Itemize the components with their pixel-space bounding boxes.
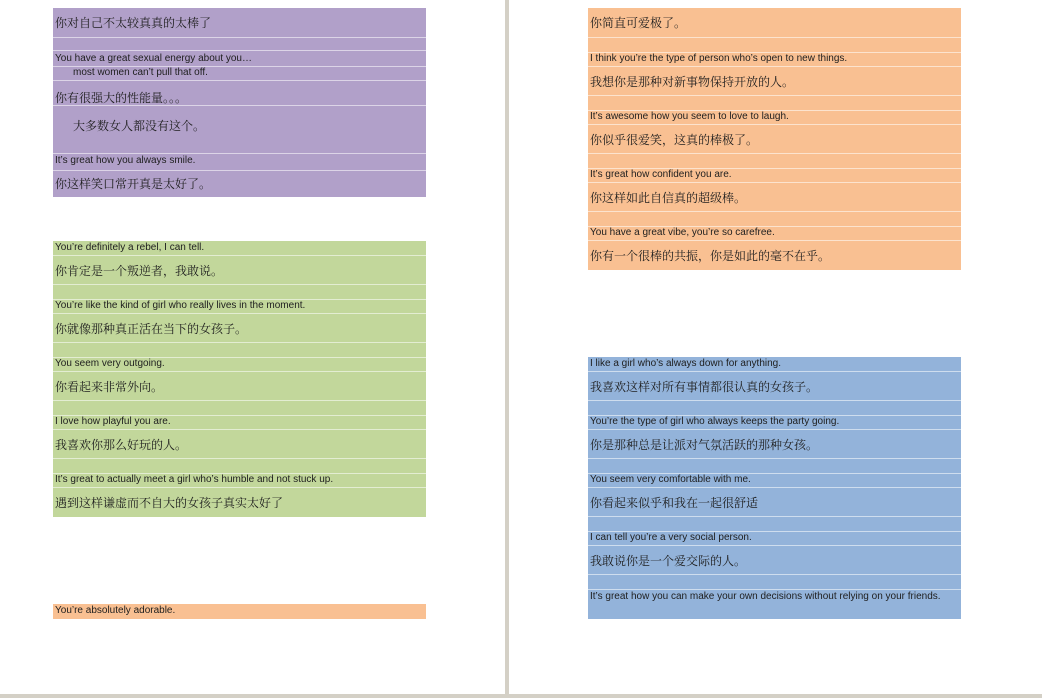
orange-highlight-block [588, 8, 961, 270]
phrase-zh: 你似乎很爱笑，这真的棒极了。 [590, 133, 759, 147]
phrase-en: It’s awesome how you seem to love to laugh. [590, 111, 789, 122]
phrase-zh: 你简直可爱极了。 [590, 16, 687, 30]
phrase-en: You’re the type of girl who always keeps the party going. [590, 416, 840, 427]
phrase-zh: 你看起来似乎和我在一起很舒适 [590, 496, 759, 510]
phrase-zh: 你有一个很棒的共振，你是如此的毫不在乎。 [590, 249, 831, 263]
phrase-en: You have a great vibe, you’re so carefree. [590, 227, 775, 238]
phrase-zh: 你肯定是一个叛逆者，我敢说。 [55, 264, 224, 278]
phrase-zh: 你这样笑口常开真是太好了。 [55, 177, 212, 191]
phrase-en: You’re definitely a rebel, I can tell. [55, 242, 205, 253]
phrase-zh: 我喜欢这样对所有事情都很认真的女孩子。 [590, 380, 819, 394]
phrase-zh: 我敢说你是一个爱交际的人。 [590, 554, 747, 568]
phrase-en: It’s great how confident you are. [590, 169, 732, 180]
phrase-en: I like a girl who’s always down for anything. [590, 358, 782, 369]
left-page [0, 0, 505, 694]
phrase-en: most women can’t pull that off. [73, 67, 208, 78]
phrase-zh: 我想你是那种对新事物保持开放的人。 [590, 75, 795, 89]
phrase-zh: 你有很强大的性能量。。。 [55, 91, 188, 105]
green-highlight-block [53, 241, 426, 517]
phrase-zh: 你是那种总是让派对气氛活跃的那种女孩。 [590, 438, 819, 452]
orange-highlight-block [53, 604, 426, 619]
phrase-zh: 你就像那种真正活在当下的女孩子。 [55, 322, 248, 336]
phrase-en: You seem very comfortable with me. [590, 474, 751, 485]
right-page [509, 0, 1042, 694]
phrase-en: You seem very outgoing. [55, 358, 165, 369]
purple-highlight-block [53, 8, 426, 197]
phrase-en: It’s great how you can make your own decisions without relying on your friends. [590, 591, 941, 602]
phrase-zh: 你看起来非常外向。 [55, 380, 164, 394]
phrase-en: I love how playful you are. [55, 416, 171, 427]
phrase-en: I think you’re the type of person who’s open to new things. [590, 53, 848, 64]
phrase-en: You’re absolutely adorable. [55, 605, 176, 616]
phrase-zh: 你对自己不太较真真的太棒了 [55, 16, 212, 30]
phrase-zh: 你这样如此自信真的超级棒。 [590, 191, 747, 205]
phrase-zh: 我喜欢你那么好玩的人。 [55, 438, 188, 452]
phrase-en: It’s great how you always smile. [55, 155, 196, 166]
phrase-zh: 大多数女人都没有这个。 [73, 119, 206, 133]
phrase-en: I can tell you’re a very social person. [590, 532, 752, 543]
phrase-en: You have a great sexual energy about you… [55, 53, 252, 64]
phrase-en: It’s great to actually meet a girl who’s humble and not stuck up. [55, 474, 334, 485]
phrase-en: You’re like the kind of girl who really lives in the moment. [55, 300, 306, 311]
blue-highlight-block [588, 357, 961, 619]
phrase-zh: 遇到这样谦虚而不自大的女孩子真实太好了 [55, 496, 284, 510]
